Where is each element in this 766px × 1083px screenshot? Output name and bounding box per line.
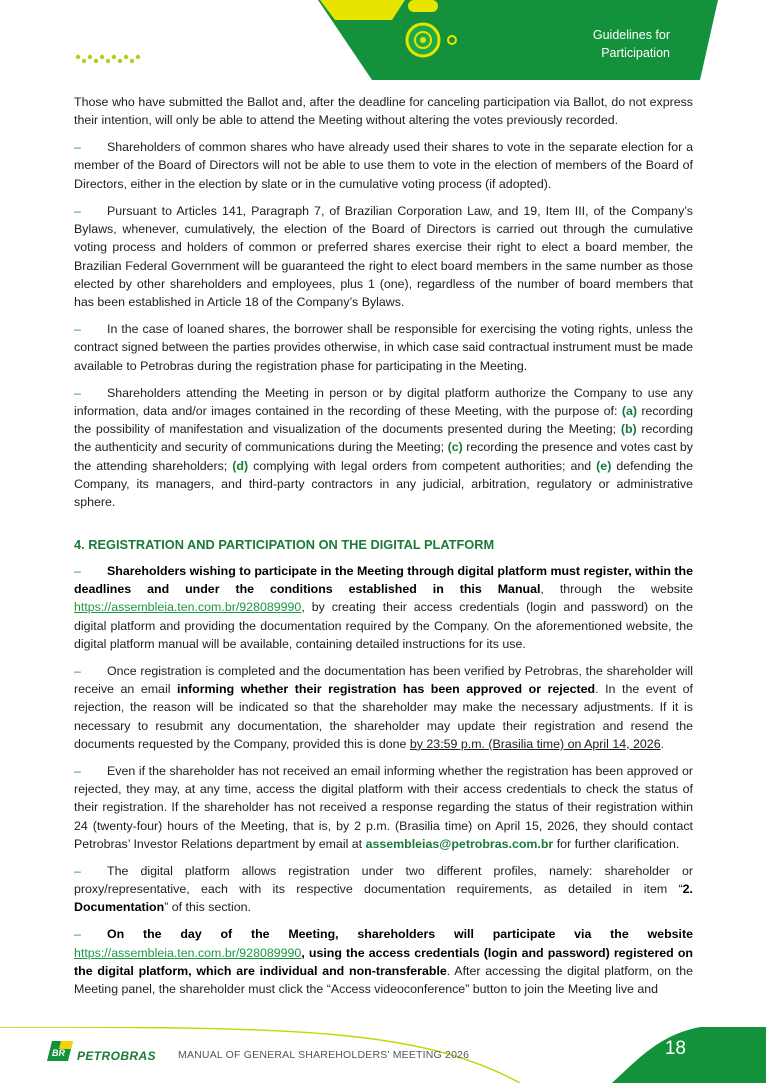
bullet-paragraph: – In the case of loaned shares, the borrower shall be responsible for exercising the voting rights, unless the contract signed between the parties provides otherwise, in which case said contractual instrument must be made available to Petrobras during the registration phase for participating in the Meeting. — [74, 322, 693, 373]
bullet-paragraph: – Shareholders attending the Meeting in person or by digital platform authorize the Company to use any information, data and/or images contained in the recording of these Meeting, with the purpose of: (a) recording the possibility of manifestation and visualization of the documents presented during the Meeting; (b) recording the authenticity and security of communications during the Meeting; (c) recording the presence and votes cast by the attending shareholders; (d) complying with legal orders from competent authorities; and (e) defending the Company, its managers, and third-party contractors in any judicial, arbitration, regulatory or administrative sphere. — [74, 385, 694, 510]
header-tab-line1: Guidelines for — [592, 28, 670, 42]
website-link[interactable]: https://assembleia.ten.com.br/928089990 — [74, 945, 302, 960]
bullet-dash: – — [74, 140, 81, 155]
bullet-dash: – — [74, 563, 81, 578]
bullet-dash: – — [74, 203, 81, 218]
bullet-dash: – — [74, 763, 81, 778]
petrobras-logo-text: PETROBRAS — [77, 1049, 156, 1063]
email-link[interactable]: assembleias@petrobras.com.br — [365, 836, 554, 851]
bullet-paragraph: – On the day of the Meeting, shareholders will participate via the website https://assembleia.ten.com.br/928089990, using the access credentials (login and password) registered on the digital platform, which are individual and non-transferable. After accessing the digital platform, on the Meeting panel, the shareholder must click the “Access videoconference” button to join the Meeting live and — [74, 927, 693, 997]
petrobras-logo-icon — [47, 1041, 73, 1061]
bullet-paragraph: – Pursuant to Articles 141, Paragraph 7, of Brazilian Corporation Law, and 19, Item III, of the Company’s Bylaws, whenever, cumulatively, the election of the Board of Directors is carried out through the cumulative voting process and holders of common or preferred shares exercise their right to elect a board member, the Brazilian Federal Government will be guaranteed the right to elect board members in the same number as those elected by other shareholders and employees, plus 1 (one), regardless of the number of board members that has been established in Article 18 of the Company’s Bylaws. — [74, 203, 693, 310]
section-heading: 4. REGISTRATION AND PARTICIPATION ON THE DIGITAL PLATFORM — [74, 536, 495, 552]
svg-text:BR: BR — [52, 1048, 65, 1058]
bullet-paragraph: – Even if the shareholder has not received an email informing whether the registration has been approved or rejected, they may, at any time, access the digital platform with their access credentials to check the status of their registration. If the shareholder has not received a response regarding the status of their registration within 24 (twenty-four) hours of the Meeting, that is, by 2 p.m. (Brasilia time) on April 15, 2026, they should contact Petrobras’ Investor Relations department by email at assembleias@petrobras.com.br for further clarification. — [74, 763, 693, 851]
bullet-paragraph: – Once registration is completed and the documentation has been verified by Petrobras, the shareholder will receive an email informing whether their registration has been approved or rejected. In the event of rejection, the reason will be indicated so that the shareholder may make the necessary adjustments. If it is necessary to resubmit any documentation, the shareholder may update their registration and resend the documents requested by the Company, provided this is done by 23:59 p.m. (Brasilia time) on April 14, 2026. — [74, 663, 693, 751]
bullet-dash: – — [74, 663, 81, 678]
decorative-dots — [75, 54, 145, 64]
header-tab-label — [593, 26, 670, 62]
bullet-paragraph: – Shareholders wishing to participate in the Meeting through digital platform must register, within the deadlines and under the conditions established in this Manual, through the website https://assembleia.ten.com.br/928089990, by creating their access credentials (login and password) on the digital platform and providing the documentation required by the Company. On the aforementioned website, the digital platform manual will be available, containing detailed instructions for its use. — [74, 563, 694, 651]
bullet-paragraph: – Shareholders of common shares who have already used their shares to vote in the separate election for a member of the Board of Directors will not be able to use them to vote in the election of members of the Board of Directors, either in the election by slate or in the cumulative voting process (if adopted). — [74, 140, 693, 191]
header-yellow-accent — [320, 0, 405, 20]
footer-green-corner — [612, 1027, 766, 1083]
bullet-dash: – — [74, 322, 81, 337]
footer-document-title: MANUAL OF GENERAL SHAREHOLDERS’ MEETING 2026 — [178, 1049, 470, 1061]
bullet-dash: – — [74, 385, 81, 400]
page-number: 18 — [664, 1038, 686, 1059]
website-link[interactable]: https://assembleia.ten.com.br/928089990 — [74, 600, 302, 615]
paragraph: Those who have submitted the Ballot and, after the deadline for canceling participation via Ballot, do not express their intention, will only be able to attend the Meeting without altering the votes previously recorded. — [74, 95, 693, 128]
bullet-dash: – — [74, 863, 81, 878]
bullet-dash: – — [74, 927, 81, 942]
page-content — [74, 93, 693, 1007]
header-tab-line2: Participation — [601, 46, 670, 60]
bullet-paragraph: – The digital platform allows registration under two different profiles, namely: shareholder or proxy/representative, each with its respective documentation requirements, as detailed in item “2. Documentation” of this section. — [74, 863, 693, 915]
